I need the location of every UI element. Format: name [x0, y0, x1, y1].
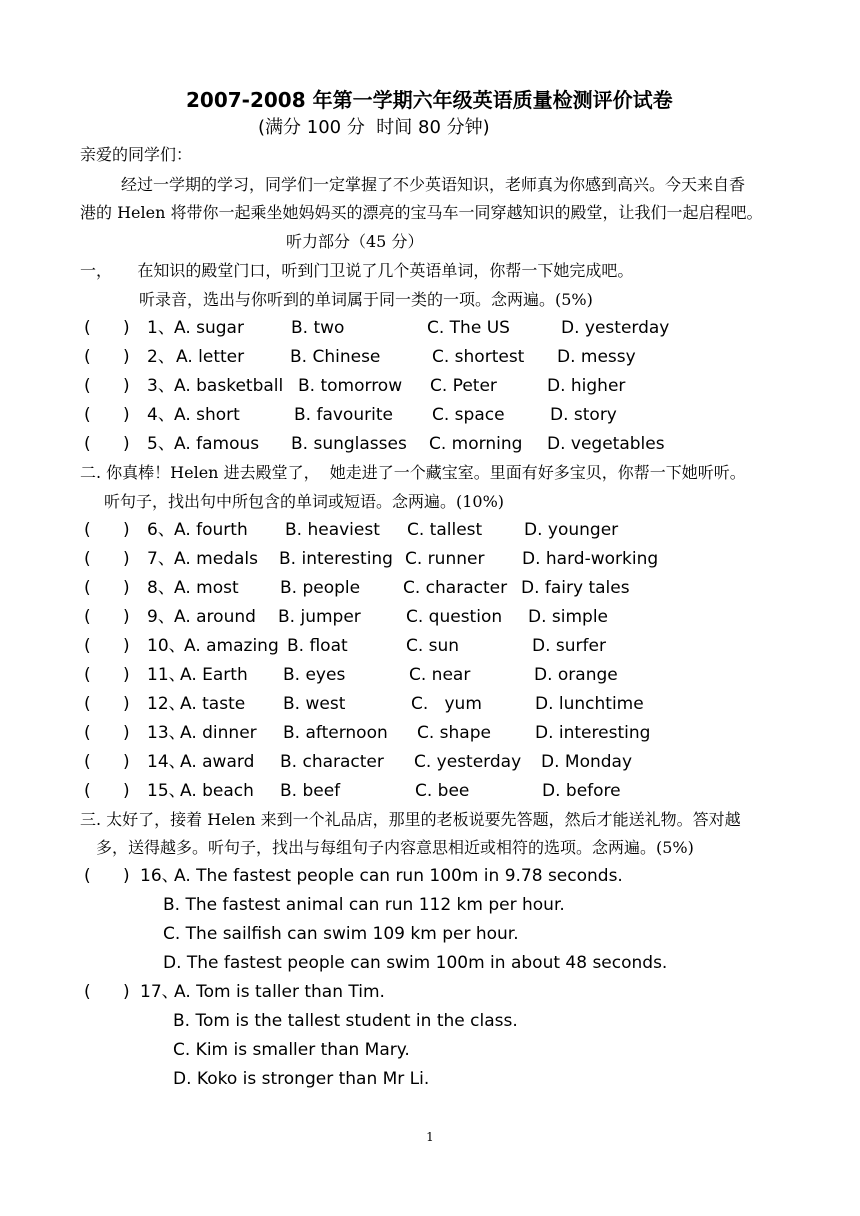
answer-blank[interactable]: ( ): [84, 347, 130, 367]
question-number: 4、: [147, 405, 175, 425]
section3-heading-2: 多，送得越多。听句子，找出与每组句子内容意思相近或相符的选项。念两遍。(5%): [96, 838, 694, 857]
option-a: A. short: [174, 405, 240, 425]
option-c: C. tallest: [407, 520, 483, 540]
option-b: B. jumper: [278, 607, 361, 627]
question-number: 15、: [147, 781, 186, 801]
answer-blank[interactable]: ( ): [84, 549, 130, 569]
option-a: A. letter: [176, 347, 245, 367]
listening-header: 听力部分（45 分）: [286, 232, 424, 251]
section3-heading-1: 三. 太好了，接着 Helen 来到一个礼品店，那里的老板说要先答题，然后才能送礼物。答对越: [80, 810, 741, 829]
answer-blank[interactable]: ( ): [84, 723, 130, 743]
option-a: A. dinner: [180, 723, 257, 743]
page-number: 1: [426, 1130, 434, 1144]
exam-title: 2007-2008 年第一学期六年级英语质量检测评价试卷: [186, 88, 673, 112]
option-d: D. hard-working: [522, 549, 659, 569]
answer-blank[interactable]: ( ): [84, 376, 130, 396]
option-d: D. orange: [534, 665, 618, 685]
option-a: A. most: [174, 578, 239, 598]
option-b: B. Chinese: [290, 347, 381, 367]
answer-blank[interactable]: ( ): [84, 694, 130, 714]
option-b: B. west: [283, 694, 346, 714]
option-b: B. favourite: [294, 405, 393, 425]
option-c: C. shortest: [432, 347, 525, 367]
option-b: B. people: [280, 578, 361, 598]
option-a: A. medals: [174, 549, 258, 569]
option-b: B. heaviest: [285, 520, 380, 540]
option-b: B. afternoon: [283, 723, 388, 743]
option-a: A. basketball: [174, 376, 284, 396]
option-c: C. The US: [427, 318, 510, 338]
answer-blank[interactable]: ( ): [84, 636, 130, 656]
option-c: C. shape: [417, 723, 491, 743]
answer-blank[interactable]: ( ): [84, 665, 130, 685]
question-number: 5、: [147, 434, 175, 454]
option-d: D. simple: [528, 607, 609, 627]
greeting: 亲爱的同学们：: [80, 145, 193, 164]
intro-line-2: 港的 Helen 将带你一起乘坐她妈妈买的漂亮的宝马车一同穿越知识的殿堂，让我们一起启程吧。: [80, 203, 763, 222]
option-b: B. sunglasses: [291, 434, 407, 454]
answer-blank[interactable]: ( ): [84, 578, 130, 598]
option-d: D. younger: [524, 520, 619, 540]
question-number: 8、: [147, 578, 175, 598]
option-a: A. beach: [180, 781, 254, 801]
answer-blank[interactable]: ( ): [84, 866, 130, 886]
option-d: D. before: [542, 781, 621, 801]
section2-heading: 二. 你真棒！Helen 进去殿堂了， 她走进了一个藏宝室。里面有好多宝贝，你帮一下她听听。: [80, 463, 746, 482]
q16-option-b: B. The fastest animal can run 112 km per hour.: [163, 895, 565, 915]
option-a: A. around: [174, 607, 256, 627]
option-a: A. taste: [180, 694, 246, 714]
section1-heading: 一， 在知识的殿堂门口，听到门卫说了几个英语单词，你帮一下她完成吧。: [80, 261, 634, 280]
option-b: B. beef: [280, 781, 341, 801]
q17-option-c: C. Kim is smaller than Mary.: [173, 1040, 410, 1060]
option-d: D. fairy tales: [521, 578, 630, 598]
q16-number: 16、: [140, 866, 179, 886]
q16-option-d: D. The fastest people can swim 100m in about 48 seconds.: [163, 953, 668, 973]
option-a: A. fourth: [174, 520, 248, 540]
answer-blank[interactable]: ( ): [84, 318, 130, 338]
option-b: B. character: [280, 752, 384, 772]
option-c: C. character: [403, 578, 508, 598]
q17-option-d: D. Koko is stronger than Mr Li.: [173, 1069, 430, 1089]
option-c: C. yesterday: [414, 752, 522, 772]
question-number: 11、: [147, 665, 186, 685]
answer-blank[interactable]: ( ): [84, 520, 130, 540]
question-number: 6、: [147, 520, 175, 540]
option-a: A. sugar: [174, 318, 244, 338]
option-c: C. near: [409, 665, 471, 685]
question-number: 10、: [147, 636, 186, 656]
question-number: 3、: [147, 376, 175, 396]
option-c: C. sun: [406, 636, 460, 656]
section2-instruction: 听句子，找出句中所包含的单词或短语。念两遍。(10%): [104, 492, 505, 511]
option-c: C. runner: [405, 549, 485, 569]
answer-blank[interactable]: ( ): [84, 607, 130, 627]
option-d: D. surfer: [532, 636, 606, 656]
answer-blank[interactable]: ( ): [84, 781, 130, 801]
option-a: A. award: [180, 752, 255, 772]
question-number: 7、: [147, 549, 175, 569]
option-c: C. space: [432, 405, 505, 425]
q16-option-a: A. The fastest people can run 100m in 9.78 seconds.: [174, 866, 623, 886]
answer-blank[interactable]: ( ): [84, 434, 130, 454]
question-number: 14、: [147, 752, 186, 772]
exam-subtitle: (满分 100 分 时间 80 分钟): [258, 117, 490, 138]
q17-option-a: A. Tom is taller than Tim.: [174, 982, 385, 1002]
option-d: D. yesterday: [561, 318, 670, 338]
option-d: D. interesting: [535, 723, 651, 743]
intro-line-1: 经过一学期的学习，同学们一定掌握了不少英语知识，老师真为你感到高兴。今天来自香: [121, 175, 746, 194]
option-d: D. vegetables: [547, 434, 665, 454]
option-c: C. morning: [429, 434, 523, 454]
question-number: 13、: [147, 723, 186, 743]
option-d: D. messy: [557, 347, 636, 367]
answer-blank[interactable]: ( ): [84, 405, 130, 425]
q17-number: 17、: [140, 982, 179, 1002]
q17-option-b: B. Tom is the tallest student in the class.: [173, 1011, 518, 1031]
option-b: B. interesting: [279, 549, 393, 569]
option-a: A. famous: [174, 434, 260, 454]
answer-blank[interactable]: ( ): [84, 752, 130, 772]
question-number: 12、: [147, 694, 186, 714]
option-c: C. yum: [411, 694, 482, 714]
option-d: D. lunchtime: [535, 694, 644, 714]
option-c: C. bee: [415, 781, 470, 801]
question-number: 1、: [147, 318, 175, 338]
option-b: B. eyes: [283, 665, 346, 685]
question-number: 9、: [147, 607, 175, 627]
option-d: D. Monday: [541, 752, 633, 772]
option-d: D. story: [550, 405, 617, 425]
option-a: A. Earth: [180, 665, 248, 685]
option-c: C. question: [406, 607, 503, 627]
option-b: B. two: [291, 318, 345, 338]
q16-option-c: C. The sailfish can swim 109 km per hour.: [163, 924, 519, 944]
option-d: D. higher: [547, 376, 626, 396]
answer-blank[interactable]: ( ): [84, 982, 130, 1002]
option-b: B. float: [287, 636, 348, 656]
option-b: B. tomorrow: [298, 376, 403, 396]
option-c: C. Peter: [430, 376, 497, 396]
option-a: A. amazing: [184, 636, 279, 656]
question-number: 2、: [147, 347, 175, 367]
section1-instruction: 听录音，选出与你听到的单词属于同一类的一项。念两遍。(5%): [139, 290, 593, 309]
